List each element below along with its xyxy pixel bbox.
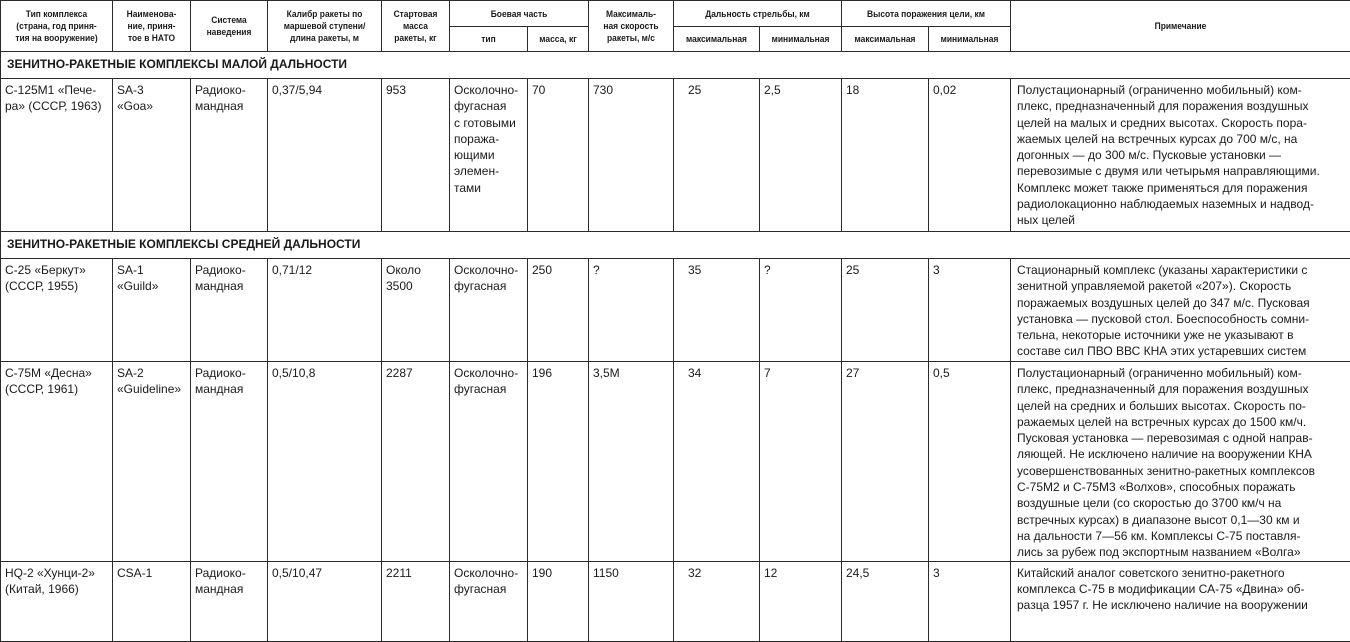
col-altitude: Высота поражения цели, км <box>842 1 1011 27</box>
cell-warhead-mass: 196 <box>528 362 589 562</box>
cell-warhead-type: Осколочно- фугасная с готовыми поража- ющими элемен- тами <box>450 79 528 232</box>
col-nato-name: Наименова- ние, приня- тое в НАТО <box>113 1 191 52</box>
cell-range-max: 32 <box>674 561 760 641</box>
cell-caliber: 0,37/5,94 <box>268 79 382 232</box>
cell-guidance: Радиоко- мандная <box>191 362 268 562</box>
cell-launch-mass: 2211 <box>382 561 450 641</box>
cell-warhead-type: Осколочно- фугасная <box>450 561 528 641</box>
cell-warhead-type: Осколочно- фугасная <box>450 362 528 562</box>
col-range-max: максимальная <box>674 27 760 52</box>
cell-alt-min: 3 <box>929 561 1011 641</box>
table-row <box>1 362 1350 562</box>
cell-warhead-type: Осколочно- фугасная <box>450 259 528 362</box>
cell-alt-max: 25 <box>842 259 929 362</box>
col-alt-min: минимальная <box>929 27 1011 52</box>
cell-caliber: 0,5/10,8 <box>268 362 382 562</box>
table-header <box>1 1 1350 52</box>
cell-caliber: 0,71/12 <box>268 259 382 362</box>
cell-complex: С-25 «Беркут» (СССР, 1955) <box>1 259 113 362</box>
col-complex-type: Тип комплекса (страна, год приня- тия на вооружение) <box>1 1 113 52</box>
cell-warhead-mass: 70 <box>528 79 589 232</box>
cell-launch-mass: 953 <box>382 79 450 232</box>
cell-range-max: 34 <box>674 362 760 562</box>
cell-range-max: 35 <box>674 259 760 362</box>
cell-guidance: Радиоко- мандная <box>191 259 268 362</box>
cell-nato: SA-2 «Guideline» <box>113 362 191 562</box>
cell-caliber: 0,5/10,47 <box>268 561 382 641</box>
cell-complex: HQ-2 «Хунци-2» (Китай, 1966) <box>1 561 113 641</box>
cell-max-speed: 1150 <box>589 561 674 641</box>
cell-warhead-mass: 250 <box>528 259 589 362</box>
cell-nato: SA-1 «Guild» <box>113 259 191 362</box>
table-row <box>1 79 1350 232</box>
cell-range-min: 7 <box>760 362 842 562</box>
cell-guidance: Радиоко- мандная <box>191 561 268 641</box>
table-row <box>1 561 1350 641</box>
cell-alt-min: 0,02 <box>929 79 1011 232</box>
cell-note: Стационарный комплекс (указаны характеристики с зенитной управляемой ракетой «207»). Скорость поражаемых воздушных целей до 347 м/с. Пусковая установка — пусковой стол. Боеспособность сомни- тельна, некоторые источники уже не указывают в составе сил ПВО ВВС КНА этих устаревших систем <box>1011 259 1350 362</box>
section-heading-short-range <box>1 52 1350 79</box>
cell-alt-max: 18 <box>842 79 929 232</box>
cell-note: Китайский аналог советского зенитно-ракетного комплекса С-75 в модификации СА-75 «Двина» об- разца 1957 г. Не исключено наличие на вооружении <box>1011 561 1350 641</box>
col-guidance: Система наведения <box>191 1 268 52</box>
col-note: Примечание <box>1011 1 1350 52</box>
cell-max-speed: ? <box>589 259 674 362</box>
cell-note: Полустационарный (ограниченно мобильный) ком- плекс, предназначенный для поражения воздушных целей на средних и больших высотах. Скорость по- ражаемых целей на встречных курсах до 1500 км/ч. Пусковая установка — перевозимая с одной направ- ляющей. Не исключено наличие на вооружении КНА усовершенствованных зенитно-ракетных комплексов С-75М2 и С-75М3 «Волхов», способных поражать воздушные цели (со скоростью до 3700 км/ч на встречных курсах) в диапазоне высот 0,1—30 км и на дальности 7—56 км. Комплексы С-75 поставля- лись за рубеж под экспортным названием «Волга» <box>1011 362 1350 562</box>
cell-max-speed: 730 <box>589 79 674 232</box>
cell-range-min: 2,5 <box>760 79 842 232</box>
cell-complex: С-125М1 «Пече- ра» (СССР, 1963) <box>1 79 113 232</box>
col-warhead-type: тип <box>450 27 528 52</box>
cell-range-min: 12 <box>760 561 842 641</box>
col-warhead: Боевая часть <box>450 1 589 27</box>
cell-alt-max: 24,5 <box>842 561 929 641</box>
col-max-speed: Максималь- ная скорость ракеты, м/с <box>589 1 674 52</box>
cell-launch-mass: Около 3500 <box>382 259 450 362</box>
cell-max-speed: 3,5М <box>589 362 674 562</box>
cell-nato: SA-3 «Goa» <box>113 79 191 232</box>
cell-nato: CSA-1 <box>113 561 191 641</box>
cell-alt-min: 0,5 <box>929 362 1011 562</box>
col-launch-mass: Стартовая масса ракеты, кг <box>382 1 450 52</box>
cell-range-max: 25 <box>674 79 760 232</box>
col-caliber: Калибр ракеты по маршевой ступени/ длина ракеты, м <box>268 1 382 52</box>
cell-warhead-mass: 190 <box>528 561 589 641</box>
cell-note: Полустационарный (ограниченно мобильный) ком- плекс, предназначенный для поражения воздушных целей на малых и средних высотах. Скорость пора- жаемых целей на встречных курсах до 700 м/с, на догонных — до 300 м/с. Пусковые установки — перевозимые с двумя или четырьмя направляющими. Комплекс может также применяться для поражения радиолокационно наблюдаемых наземных и надвод- ных целей <box>1011 79 1350 232</box>
col-warhead-mass: масса, кг <box>528 27 589 52</box>
cell-complex: С-75М «Десна» (СССР, 1961) <box>1 362 113 562</box>
cell-range-min: ? <box>760 259 842 362</box>
cell-guidance: Радиоко- мандная <box>191 79 268 232</box>
table-row <box>1 259 1350 362</box>
col-alt-max: максимальная <box>842 27 929 52</box>
col-range-min: минимальная <box>760 27 842 52</box>
section-title: ЗЕНИТНО-РАКЕТНЫЕ КОМПЛЕКСЫ МАЛОЙ ДАЛЬНОСТИ <box>1 52 1350 79</box>
cell-launch-mass: 2287 <box>382 362 450 562</box>
col-range: Дальность стрельбы, км <box>674 1 842 27</box>
section-heading-medium-range <box>1 232 1350 259</box>
section-title: ЗЕНИТНО-РАКЕТНЫЕ КОМПЛЕКСЫ СРЕДНЕЙ ДАЛЬНОСТИ <box>1 232 1350 259</box>
cell-alt-min: 3 <box>929 259 1011 362</box>
cell-alt-max: 27 <box>842 362 929 562</box>
